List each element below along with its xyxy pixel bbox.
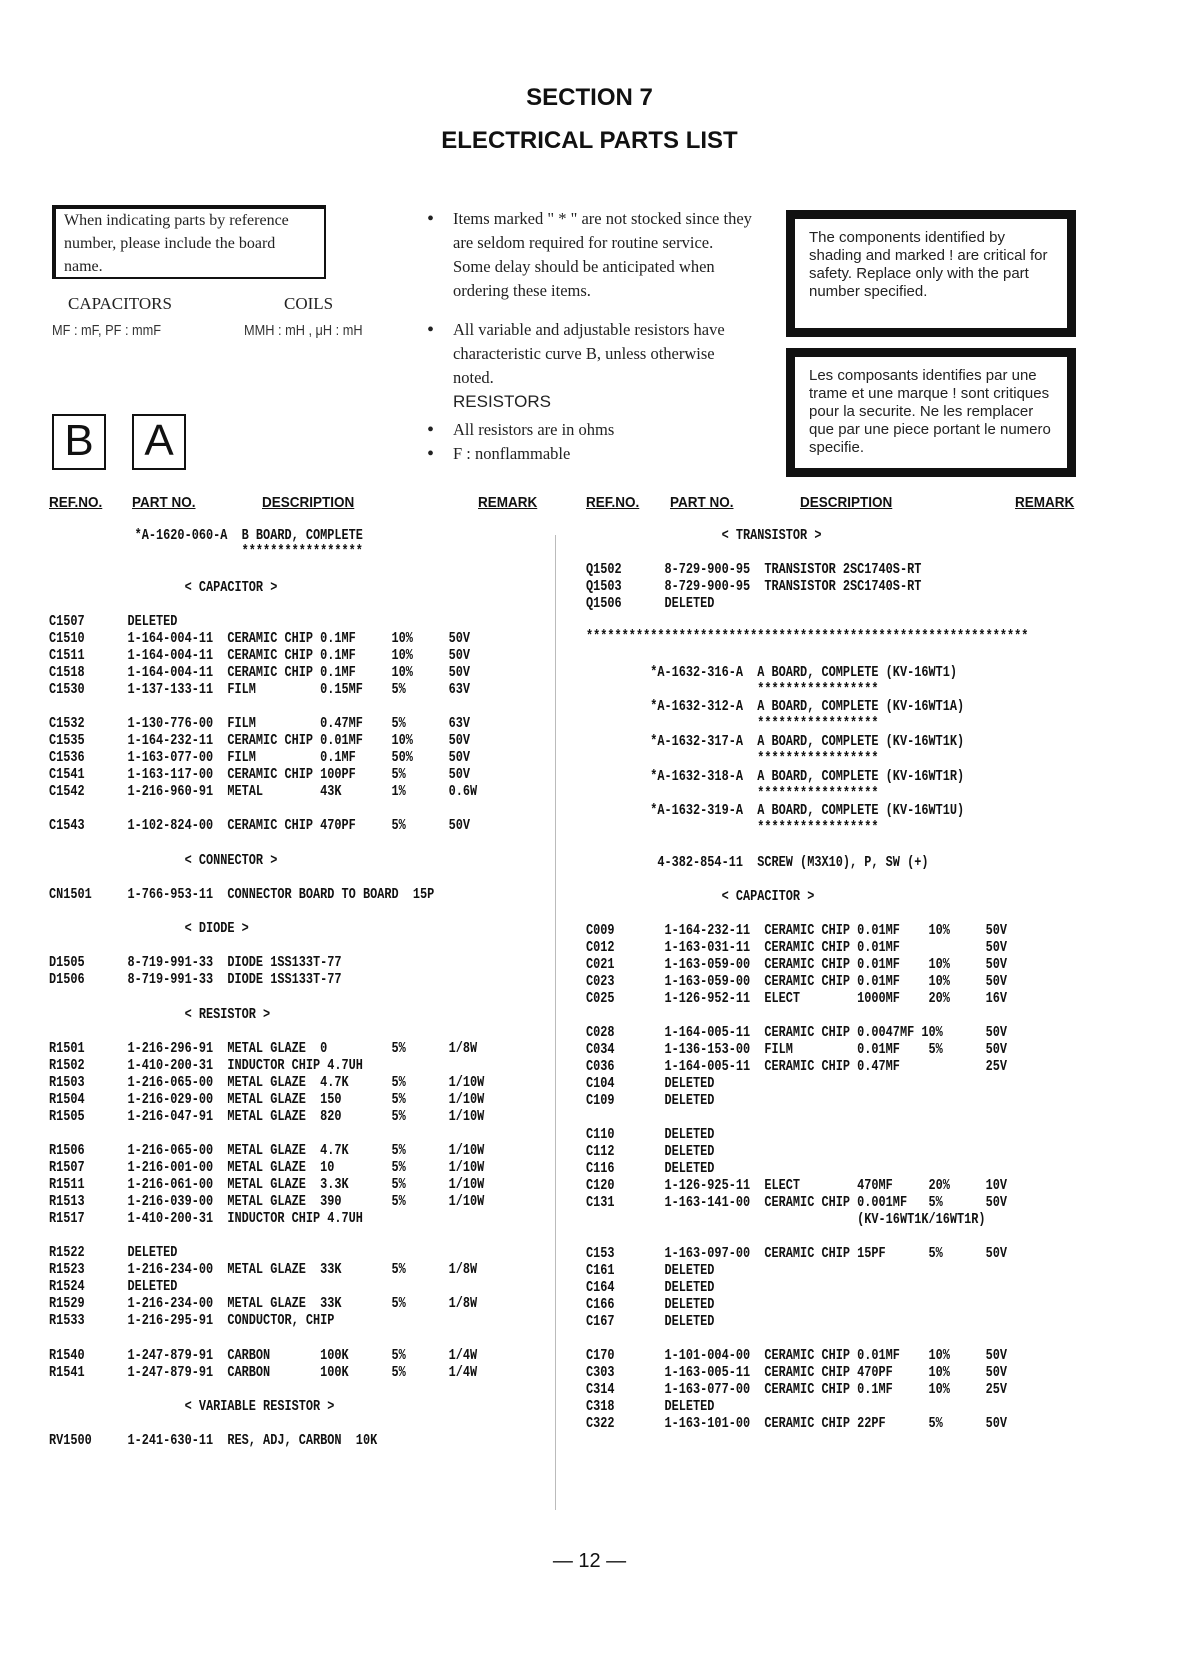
parts-line: C161 DELETED [586,1263,715,1279]
parts-line: C1530 1-137-133-11 FILM 0.15MF 5% 63V [49,682,470,698]
parts-line: ***************** [49,544,363,560]
parts-line: R1506 1-216-065-00 METAL GLAZE 4.7K 5% 1/10W [49,1143,485,1159]
bullet-dot: • [427,419,435,441]
parts-line: R1504 1-216-029-00 METAL GLAZE 150 5% 1/10W [49,1092,485,1108]
parts-line: C166 DELETED [586,1297,715,1313]
page-number: — 12 — [552,1550,627,1572]
resistors-heading: RESISTORS [453,392,551,411]
parts-line: R1505 1-216-047-91 METAL GLAZE 820 5% 1/10W [49,1109,485,1125]
parts-line: C1536 1-163-077-00 FILM 0.1MF 50% 50V [49,750,470,766]
bullet-dot: • [427,443,435,465]
bullet-not-stocked-text: Items marked " * " are not stocked since they are seldom required for routine service. Some delay should be anticipated when ordering these items. [453,209,752,300]
parts-line: C112 DELETED [586,1144,715,1160]
parts-line: C012 1-163-031-11 CERAMIC CHIP 0.01MF 50V [586,940,1007,956]
parts-line: R1511 1-216-061-00 METAL GLAZE 3.3K 5% 1/10W [49,1177,485,1193]
parts-line: ***************** [586,751,879,767]
safety-warning-french-text: Les composants identifies par une trame et une marque ! sont critiques pour la securite. Ne les remplacer que par une piece portant le numero specifie. [809,367,1051,456]
parts-line: C153 1-163-097-00 CERAMIC CHIP 15PF 5% 50V [586,1246,1007,1262]
section-title: SECTION 7 [526,84,653,111]
bullet-ohms-text: All resistors are in ohms [453,420,615,439]
safety-warning-english-text: The components identified by shading and marked ! are critical for safety. Replace only with the part number specified. [809,229,1048,300]
coils-label: COILS [284,294,334,313]
reference-note-text: When indicating parts by reference number, please include the board name. [64,212,289,275]
parts-line: C322 1-163-101-00 CERAMIC CHIP 22PF 5% 50V [586,1416,1007,1432]
header-ref-no-left: REF.NO. [49,494,103,511]
list-title: ELECTRICAL PARTS LIST [441,127,738,154]
board-letter-a: A [132,414,186,470]
parts-line: *A-1632-317-A A BOARD, COMPLETE (KV-16WT1K) [586,734,965,750]
parts-line: R1541 1-247-879-91 CARBON 100K 5% 1/4W [49,1365,478,1381]
parts-line: C1510 1-164-004-11 CERAMIC CHIP 0.1MF 10% 50V [49,631,470,647]
parts-list-left [49,0,485,1672]
parts-line: C1507 DELETED [49,614,178,630]
parts-line: C1541 1-163-117-00 CERAMIC CHIP 100PF 5% 50V [49,767,470,783]
parts-line: 4-382-854-11 SCREW (M3X10), P, SW (+) [586,855,929,871]
parts-line: R1513 1-216-039-00 METAL GLAZE 390 5% 1/10W [49,1194,485,1210]
parts-line: C1542 1-216-960-91 METAL 43K 1% 0.6W [49,784,478,800]
parts-line: R1503 1-216-065-00 METAL GLAZE 4.7K 5% 1/10W [49,1075,485,1091]
parts-line: C1543 1-102-824-00 CERAMIC CHIP 470PF 5% 50V [49,818,470,834]
bullet-dot: • [427,319,435,341]
parts-line: C021 1-163-059-00 CERAMIC CHIP 0.01MF 10% 50V [586,957,1007,973]
parts-line: < CONNECTOR > [49,853,278,869]
parts-line: ***************** [586,786,879,802]
parts-line: C167 DELETED [586,1314,715,1330]
parts-line: R1524 DELETED [49,1279,178,1295]
parts-line: R1501 1-216-296-91 METAL GLAZE 0 5% 1/8W [49,1041,478,1057]
parts-line: ************************************************************** [586,629,1029,645]
parts-line: C110 DELETED [586,1127,715,1143]
column-divider [555,535,556,1510]
parts-line: C1532 1-130-776-00 FILM 0.47MF 5% 63V [49,716,470,732]
header-part-no-left: PART NO. [132,494,196,511]
parts-line: D1506 8-719-991-33 DIODE 1SS133T-77 [49,972,342,988]
parts-line: C1535 1-164-232-11 CERAMIC CHIP 0.01MF 10% 50V [49,733,470,749]
parts-line: C034 1-136-153-00 FILM 0.01MF 5% 50V [586,1042,1007,1058]
header-remark-right: REMARK [1015,494,1075,511]
parts-line: C116 DELETED [586,1161,715,1177]
header-part-no-right: PART NO. [670,494,734,511]
parts-line: *A-1632-316-A A BOARD, COMPLETE (KV-16WT1) [586,665,958,681]
coils-units: MMH : mH , μH : mH [244,322,363,339]
parts-line: R1529 1-216-234-00 METAL GLAZE 33K 5% 1/8W [49,1296,478,1312]
parts-list-right [586,0,1070,1672]
parts-line: Q1502 8-729-900-95 TRANSISTOR 2SC1740S-RT [586,562,922,578]
parts-line: C1518 1-164-004-11 CERAMIC CHIP 0.1MF 10% 50V [49,665,470,681]
parts-line: < VARIABLE RESISTOR > [49,1399,335,1415]
parts-line: (KV-16WT1K/16WT1R) [586,1212,986,1228]
parts-line: < RESISTOR > [49,1007,271,1023]
bullet-dot: • [427,208,435,230]
header-description-right: DESCRIPTION [800,494,893,511]
parts-line: R1523 1-216-234-00 METAL GLAZE 33K 5% 1/8W [49,1262,478,1278]
parts-line: ***************** [586,820,879,836]
parts-line: ***************** [586,716,879,732]
parts-line: < TRANSISTOR > [586,528,822,544]
board-letter-b: B [52,414,106,470]
parts-line: C023 1-163-059-00 CERAMIC CHIP 0.01MF 10% 50V [586,974,1007,990]
parts-line: C164 DELETED [586,1280,715,1296]
parts-line: C120 1-126-925-11 ELECT 470MF 20% 10V [586,1178,1007,1194]
capacitors-units: MF : mF, PF : mmF [52,322,162,339]
parts-line: R1540 1-247-879-91 CARBON 100K 5% 1/4W [49,1348,478,1364]
parts-line: < CAPACITOR > [586,889,815,905]
parts-line: Q1503 8-729-900-95 TRANSISTOR 2SC1740S-RT [586,579,922,595]
capacitors-label: CAPACITORS [68,294,172,313]
parts-line: C109 DELETED [586,1093,715,1109]
parts-line: *A-1620-060-A B BOARD, COMPLETE [49,528,363,544]
bullet-variable-resistors-text: All variable and adjustable resistors have characteristic curve B, unless otherwise noted. [453,320,725,387]
header-ref-no-right: REF.NO. [586,494,640,511]
parts-line: C028 1-164-005-11 CERAMIC CHIP 0.0047MF 10% 50V [586,1025,1007,1041]
parts-line: C131 1-163-141-00 CERAMIC CHIP 0.001MF 5% 50V [586,1195,1007,1211]
parts-line: *A-1632-319-A A BOARD, COMPLETE (KV-16WT1U) [586,803,965,819]
parts-line: C104 DELETED [586,1076,715,1092]
parts-line: < CAPACITOR > [49,580,278,596]
parts-line: C314 1-163-077-00 CERAMIC CHIP 0.1MF 10% 25V [586,1382,1007,1398]
parts-line: R1533 1-216-295-91 CONDUCTOR, CHIP [49,1313,335,1329]
parts-line: C170 1-101-004-00 CERAMIC CHIP 0.01MF 10% 50V [586,1348,1007,1364]
parts-line: *A-1632-312-A A BOARD, COMPLETE (KV-16WT1A) [586,699,965,715]
parts-line: C025 1-126-952-11 ELECT 1000MF 20% 16V [586,991,1007,1007]
parts-line: ***************** [586,682,879,698]
parts-line: R1517 1-410-200-31 INDUCTOR CHIP 4.7UH [49,1211,363,1227]
parts-line: Q1506 DELETED [586,596,715,612]
parts-line: C1511 1-164-004-11 CERAMIC CHIP 0.1MF 10% 50V [49,648,470,664]
parts-line: D1505 8-719-991-33 DIODE 1SS133T-77 [49,955,342,971]
parts-line: C036 1-164-005-11 CERAMIC CHIP 0.47MF 25V [586,1059,1007,1075]
parts-line: C009 1-164-232-11 CERAMIC CHIP 0.01MF 10% 50V [586,923,1007,939]
parts-line: CN1501 1-766-953-11 CONNECTOR BOARD TO BOARD 15P [49,887,435,903]
parts-line: R1502 1-410-200-31 INDUCTOR CHIP 4.7UH [49,1058,363,1074]
parts-line: RV1500 1-241-630-11 RES, ADJ, CARBON 10K [49,1433,378,1449]
bullet-nonflammable-text: F : nonflammable [453,444,571,463]
parts-line: C318 DELETED [586,1399,715,1415]
parts-line: *A-1632-318-A A BOARD, COMPLETE (KV-16WT1R) [586,769,965,785]
parts-line: R1522 DELETED [49,1245,178,1261]
parts-line: R1507 1-216-001-00 METAL GLAZE 10 5% 1/10W [49,1160,485,1176]
parts-line: < DIODE > [49,921,249,937]
header-description-left: DESCRIPTION [262,494,355,511]
parts-line: C303 1-163-005-11 CERAMIC CHIP 470PF 10% 50V [586,1365,1007,1381]
header-remark-left: REMARK [478,494,538,511]
